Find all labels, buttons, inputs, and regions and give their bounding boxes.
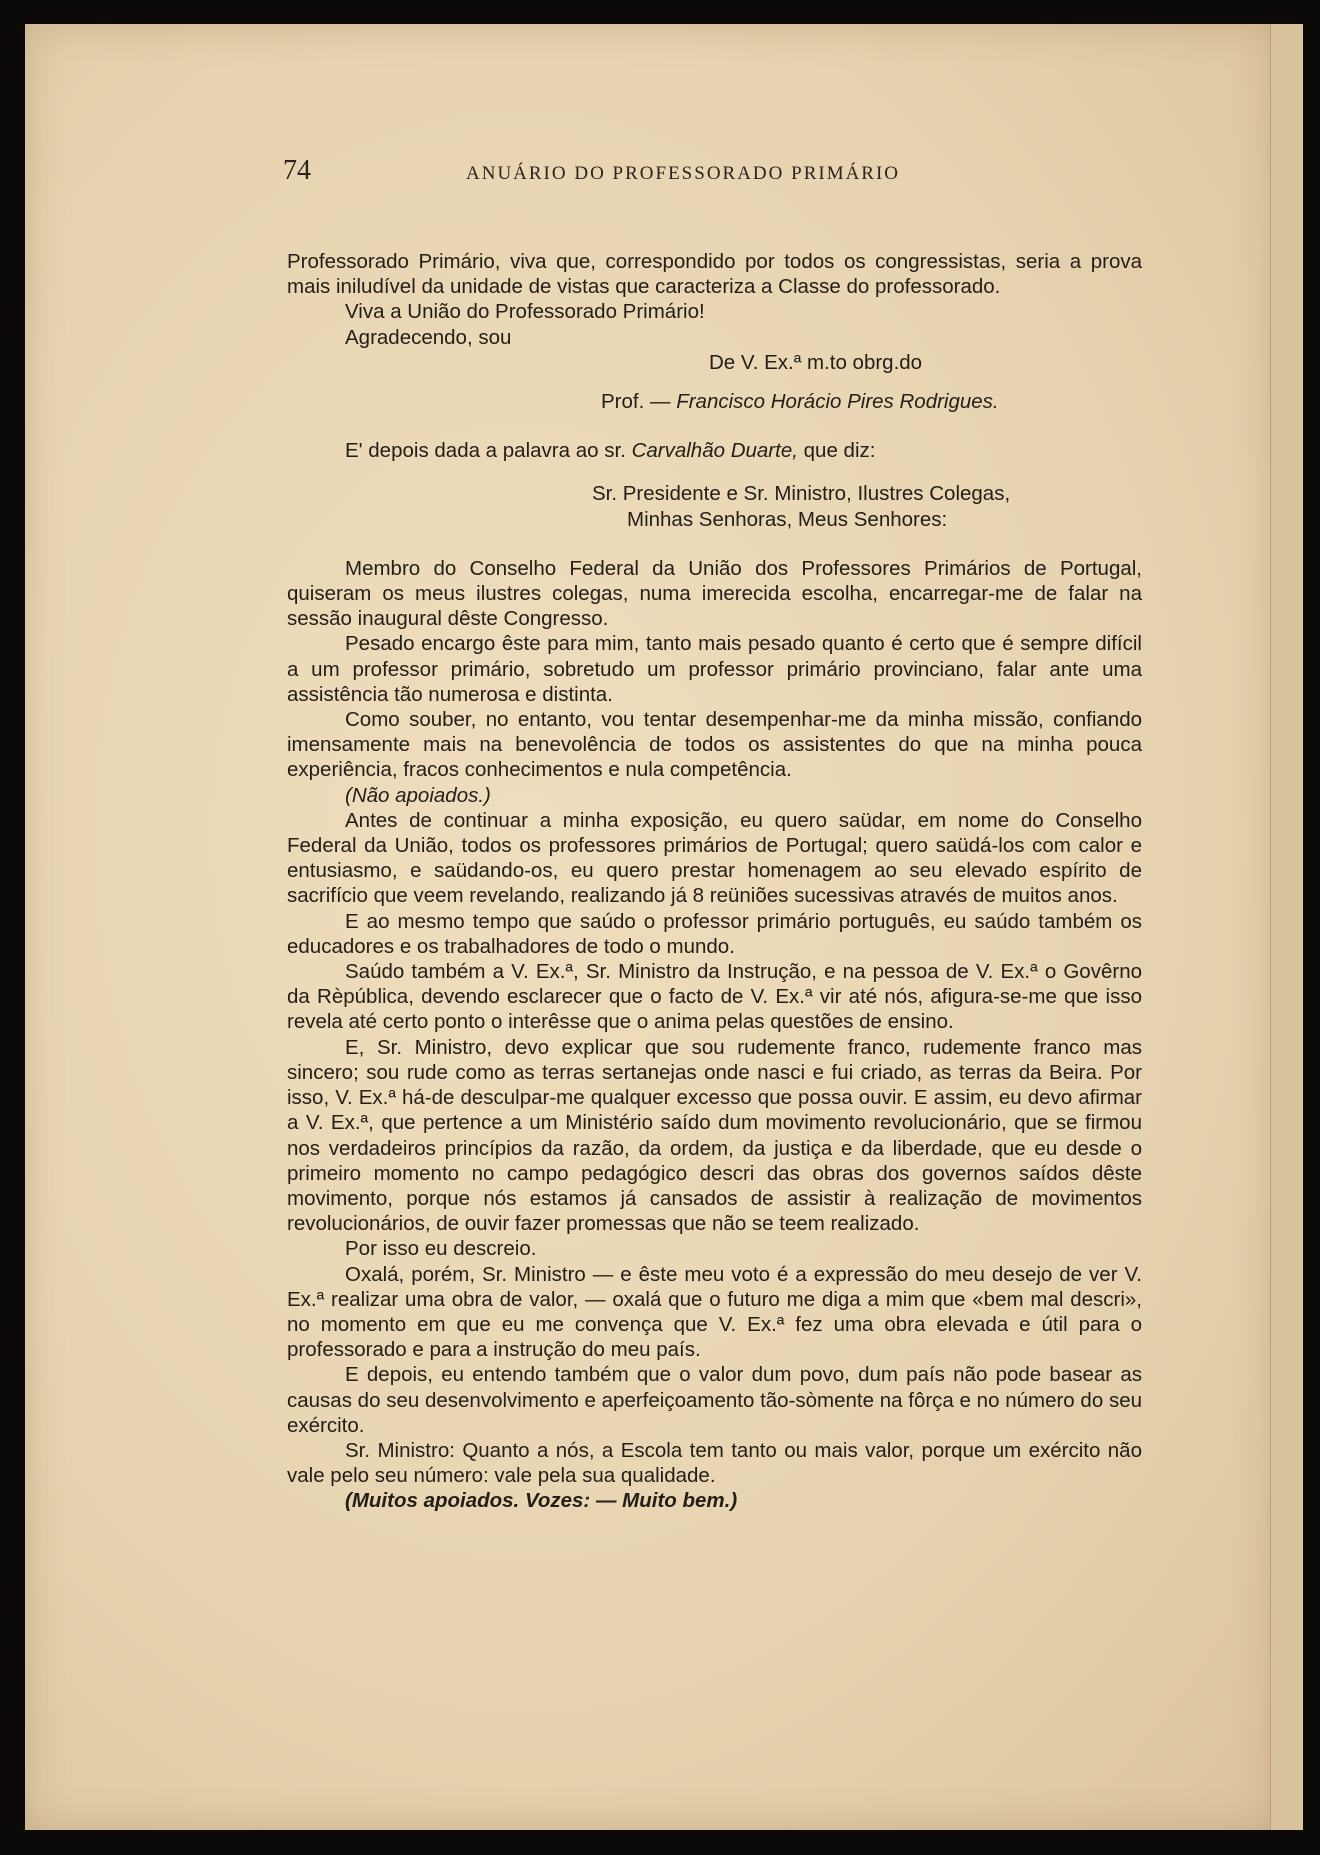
running-title: ANUÁRIO DO PROFESSORADO PRIMÁRIO bbox=[466, 163, 901, 184]
signature-prefix: Prof. — bbox=[601, 390, 671, 414]
intro-before: E' depois dada a palavra ao sr. bbox=[345, 439, 626, 463]
speech-paragraph-8: Por isso eu descreio. bbox=[345, 1237, 537, 1261]
speech-paragraph-5: E ao mesmo tempo que saúdo o professor primário português, eu saúdo também os educadores e os trabalhadores de todo o mundo. bbox=[287, 909, 1142, 958]
letter-thanks: Agradecendo, sou bbox=[345, 325, 512, 349]
intro-after: que diz: bbox=[803, 439, 876, 463]
speech-paragraph-9: Oxalá, porém, Sr. Ministro — e êste meu voto é a expressão do meu desejo de ver V. Ex.ª realizar uma obra de valor, — oxalá que o futuro me diga a mim que «bem mal descri», no momento em que eu me convença que V. Ex.ª fez uma obra elevada e útil para o professorado e para a instrução do meu país. bbox=[287, 1262, 1142, 1362]
speech-paragraph-1: Membro do Conselho Federal da União dos Professores Primários de Portugal, quiseram os meus ilustres colegas, numa imerecida escolha, encarregar-me de falar na sessão inaugural dêste Congresso. bbox=[287, 556, 1142, 631]
speech-address-line-1: Sr. Presidente e Sr. Ministro, Ilustres Colegas, bbox=[592, 482, 1011, 506]
speech-paragraph-7: E, Sr. Ministro, devo explicar que sou rudemente franco, rudemente franco mas sincero; sou rude como as terras sertanejas onde nasci e fui criado, as terras da Beira. Por isso, V. Ex.ª há-de desculpar-me qualquer excesso que possa ouvir. E assim, eu devo afirmar a V. Ex.ª, que pertence a um Ministério saído dum movimento revolucionário, que se firmou nos verdadeiros princípios da razão, da ordem, da justiça e da liberdade, que eu desde o primeiro momento no campo pedagógico descri das obras dos governos saídos dêste movimento, porque nós estamos já cansados de assistir à realização de movimentos revolucionários, de ouvir fazer promessas que não se teem realizado. bbox=[287, 1035, 1142, 1236]
audience-aside-1: (Não apoiados.) bbox=[345, 783, 491, 807]
speech-paragraph-2: Pesado encargo êste para mim, tanto mais pesado quanto é certo que é sempre difícil a um professor primário, sobretudo um professor primário provinciano, falar ante uma assistência tão numerosa e distinta. bbox=[287, 632, 1142, 706]
speech-paragraph-3: Como souber, no entanto, vou tentar desempenhar-me da minha missão, confiando imensamente mais na benevolência de todos os assistentes do que na minha pouca experiência, fracos conhecimentos e nula competência. bbox=[287, 708, 1142, 782]
letter-formula: De V. Ex.ª m.to obrg.do bbox=[709, 350, 923, 374]
letter-closing-paragraph: Professorado Primário, viva que, correspondido por todos os congressistas, seria a prova mais iniludível da unidade de vistas que caracteriza a Classe do professorado. bbox=[287, 250, 1142, 299]
speech-paragraph-6: Saúdo também a V. Ex.ª, Sr. Ministro da Instrução, e na pessoa de V. Ex.ª o Govêrno da Rèpública, devendo esclarecer que o facto de V. Ex.ª vir até nós, afigura-se-me que isso revela até certo ponto o interêsse que o anima pelas questões de ensino. bbox=[287, 960, 1142, 1034]
adjacent-page-edge bbox=[1270, 24, 1303, 1830]
speech-paragraph-4: Antes de continuar a minha exposição, eu quero saüdar, em nome do Conselho Federal da União, todos os professores primários de Portugal; quero saüdá-los com calor e entusiasmo, e saüdando-os, eu quero prestar homenagem ao seu elevado espírito de sacrifício que veem revelando, realizando já 8 reüniões sucessivas através de muitos anos. bbox=[287, 808, 1142, 908]
signature-name: Francisco Horácio Pires Rodrigues. bbox=[676, 390, 999, 414]
speaker-name: Carvalhão Duarte, bbox=[631, 439, 798, 463]
letter-signature bbox=[287, 389, 1142, 414]
speech-paragraph-11: Sr. Ministro: Quanto a nós, a Escola tem tanto ou mais valor, porque um exército não vale pelo seu número: vale pela sua qualidade. bbox=[287, 1438, 1142, 1488]
audience-aside-2: (Muitos apoiados. Vozes: — Muito bem.) bbox=[345, 1489, 738, 1513]
speaker-introduction bbox=[287, 438, 1142, 463]
page-body bbox=[287, 249, 1142, 1514]
page-header bbox=[283, 155, 963, 195]
page-number: 74 bbox=[283, 155, 311, 186]
letter-viva: Viva a União do Professorado Primário! bbox=[345, 300, 705, 324]
speech-paragraph-10: E depois, eu entendo também que o valor dum povo, dum país não pode basear as causas do seu desenvolvimento e aperfeiçoamento tão-sòmente na fôrça e no número do seu exército. bbox=[287, 1363, 1142, 1437]
speech-address-line-2: Minhas Senhoras, Meus Senhores: bbox=[627, 507, 948, 531]
